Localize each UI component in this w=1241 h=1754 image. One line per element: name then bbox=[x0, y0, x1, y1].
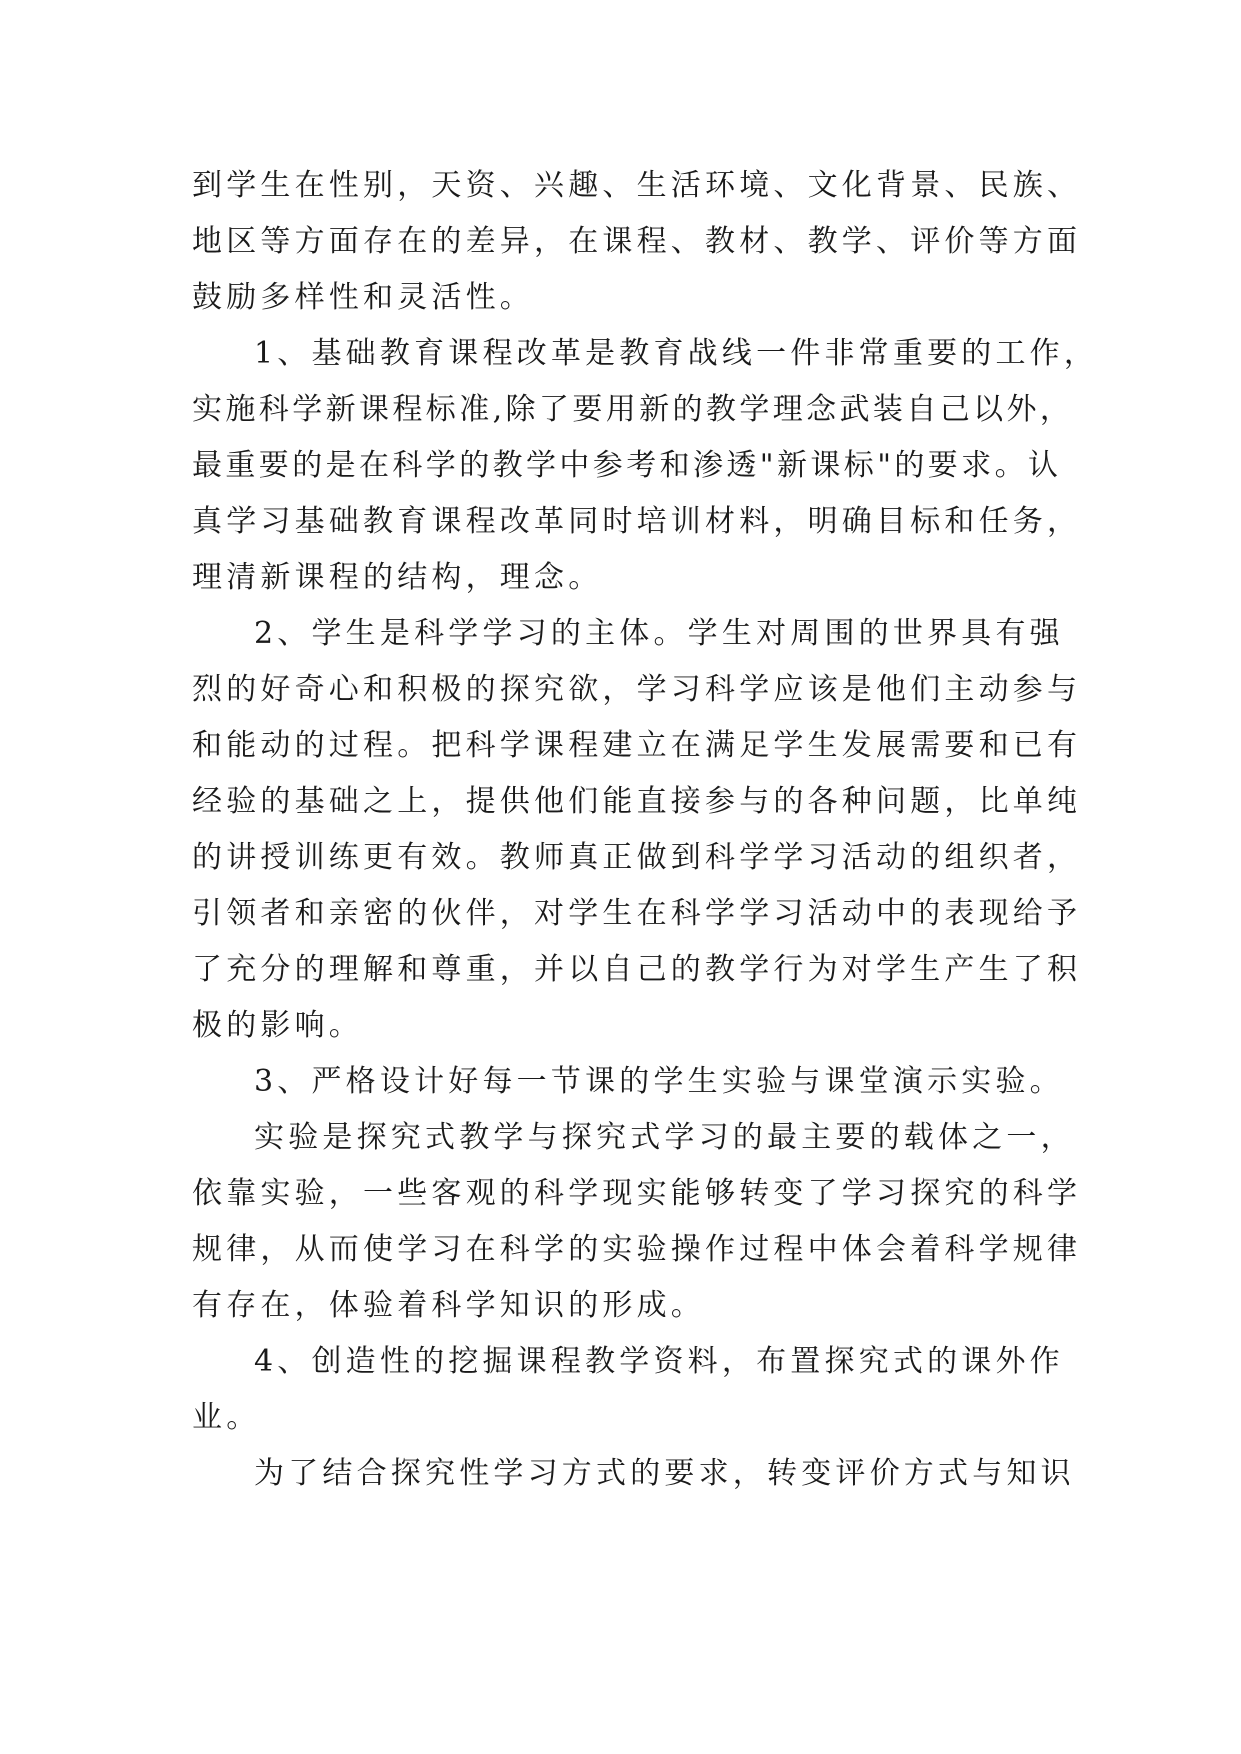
text-line: 实验是探究式教学与探究式学习的最主要的载体之一， bbox=[254, 1120, 1075, 1155]
text-line: 业。 bbox=[192, 1400, 261, 1435]
text-line: 实施科学新课程标准,除了要用新的教学理念武装自己以外， bbox=[192, 392, 1074, 427]
text-line: 理清新课程的结构，理念。 bbox=[192, 560, 603, 595]
text-line: 2、学生是科学学习的主体。学生对周围的世界具有强 bbox=[254, 616, 1064, 651]
text-line: 引领者和亲密的伙伴，对学生在科学学习活动中的表现给予 bbox=[192, 896, 1082, 931]
text-line: 有存在，体验着科学知识的形成。 bbox=[192, 1288, 705, 1323]
text-line: 最重要的是在科学的教学中参考和渗透"新课标"的要求。认 bbox=[192, 448, 1062, 483]
text-line: 的讲授训练更有效。教师真正做到科学学习活动的组织者， bbox=[192, 840, 1082, 875]
text-line: 为了结合探究性学习方式的要求，转变评价方式与知识 bbox=[254, 1456, 1075, 1491]
text-line: 3、严格设计好每一节课的学生实验与课堂演示实验。 bbox=[254, 1064, 1064, 1099]
text-line: 真学习基础教育课程改革同时培训材料，明确目标和任务， bbox=[192, 504, 1082, 539]
text-line: 依靠实验，一些客观的科学现实能够转变了学习探究的科学 bbox=[192, 1176, 1082, 1211]
text-line: 极的影响。 bbox=[192, 1008, 363, 1043]
text-line: 地区等方面存在的差异，在课程、教材、教学、评价等方面 bbox=[192, 224, 1082, 259]
text-line: 规律，从而使学习在科学的实验操作过程中体会着科学规律 bbox=[192, 1232, 1082, 1267]
text-line: 了充分的理解和尊重，并以自己的教学行为对学生产生了积 bbox=[192, 952, 1082, 987]
text-line: 经验的基础之上，提供他们能直接参与的各种问题，比单纯 bbox=[192, 784, 1082, 819]
text-line: 4、创造性的挖掘课程教学资料，布置探究式的课外作 bbox=[254, 1344, 1064, 1379]
text-line: 烈的好奇心和积极的探究欲，学习科学应该是他们主动参与 bbox=[192, 672, 1082, 707]
text-line: 和能动的过程。把科学课程建立在满足学生发展需要和已有 bbox=[192, 728, 1082, 763]
text-line: 到学生在性别，天资、兴趣、生活环境、文化背景、民族、 bbox=[192, 168, 1082, 203]
text-line: 鼓励多样性和灵活性。 bbox=[192, 280, 534, 315]
text-line: 1、基础教育课程改革是教育战线一件非常重要的工作， bbox=[254, 336, 1099, 371]
